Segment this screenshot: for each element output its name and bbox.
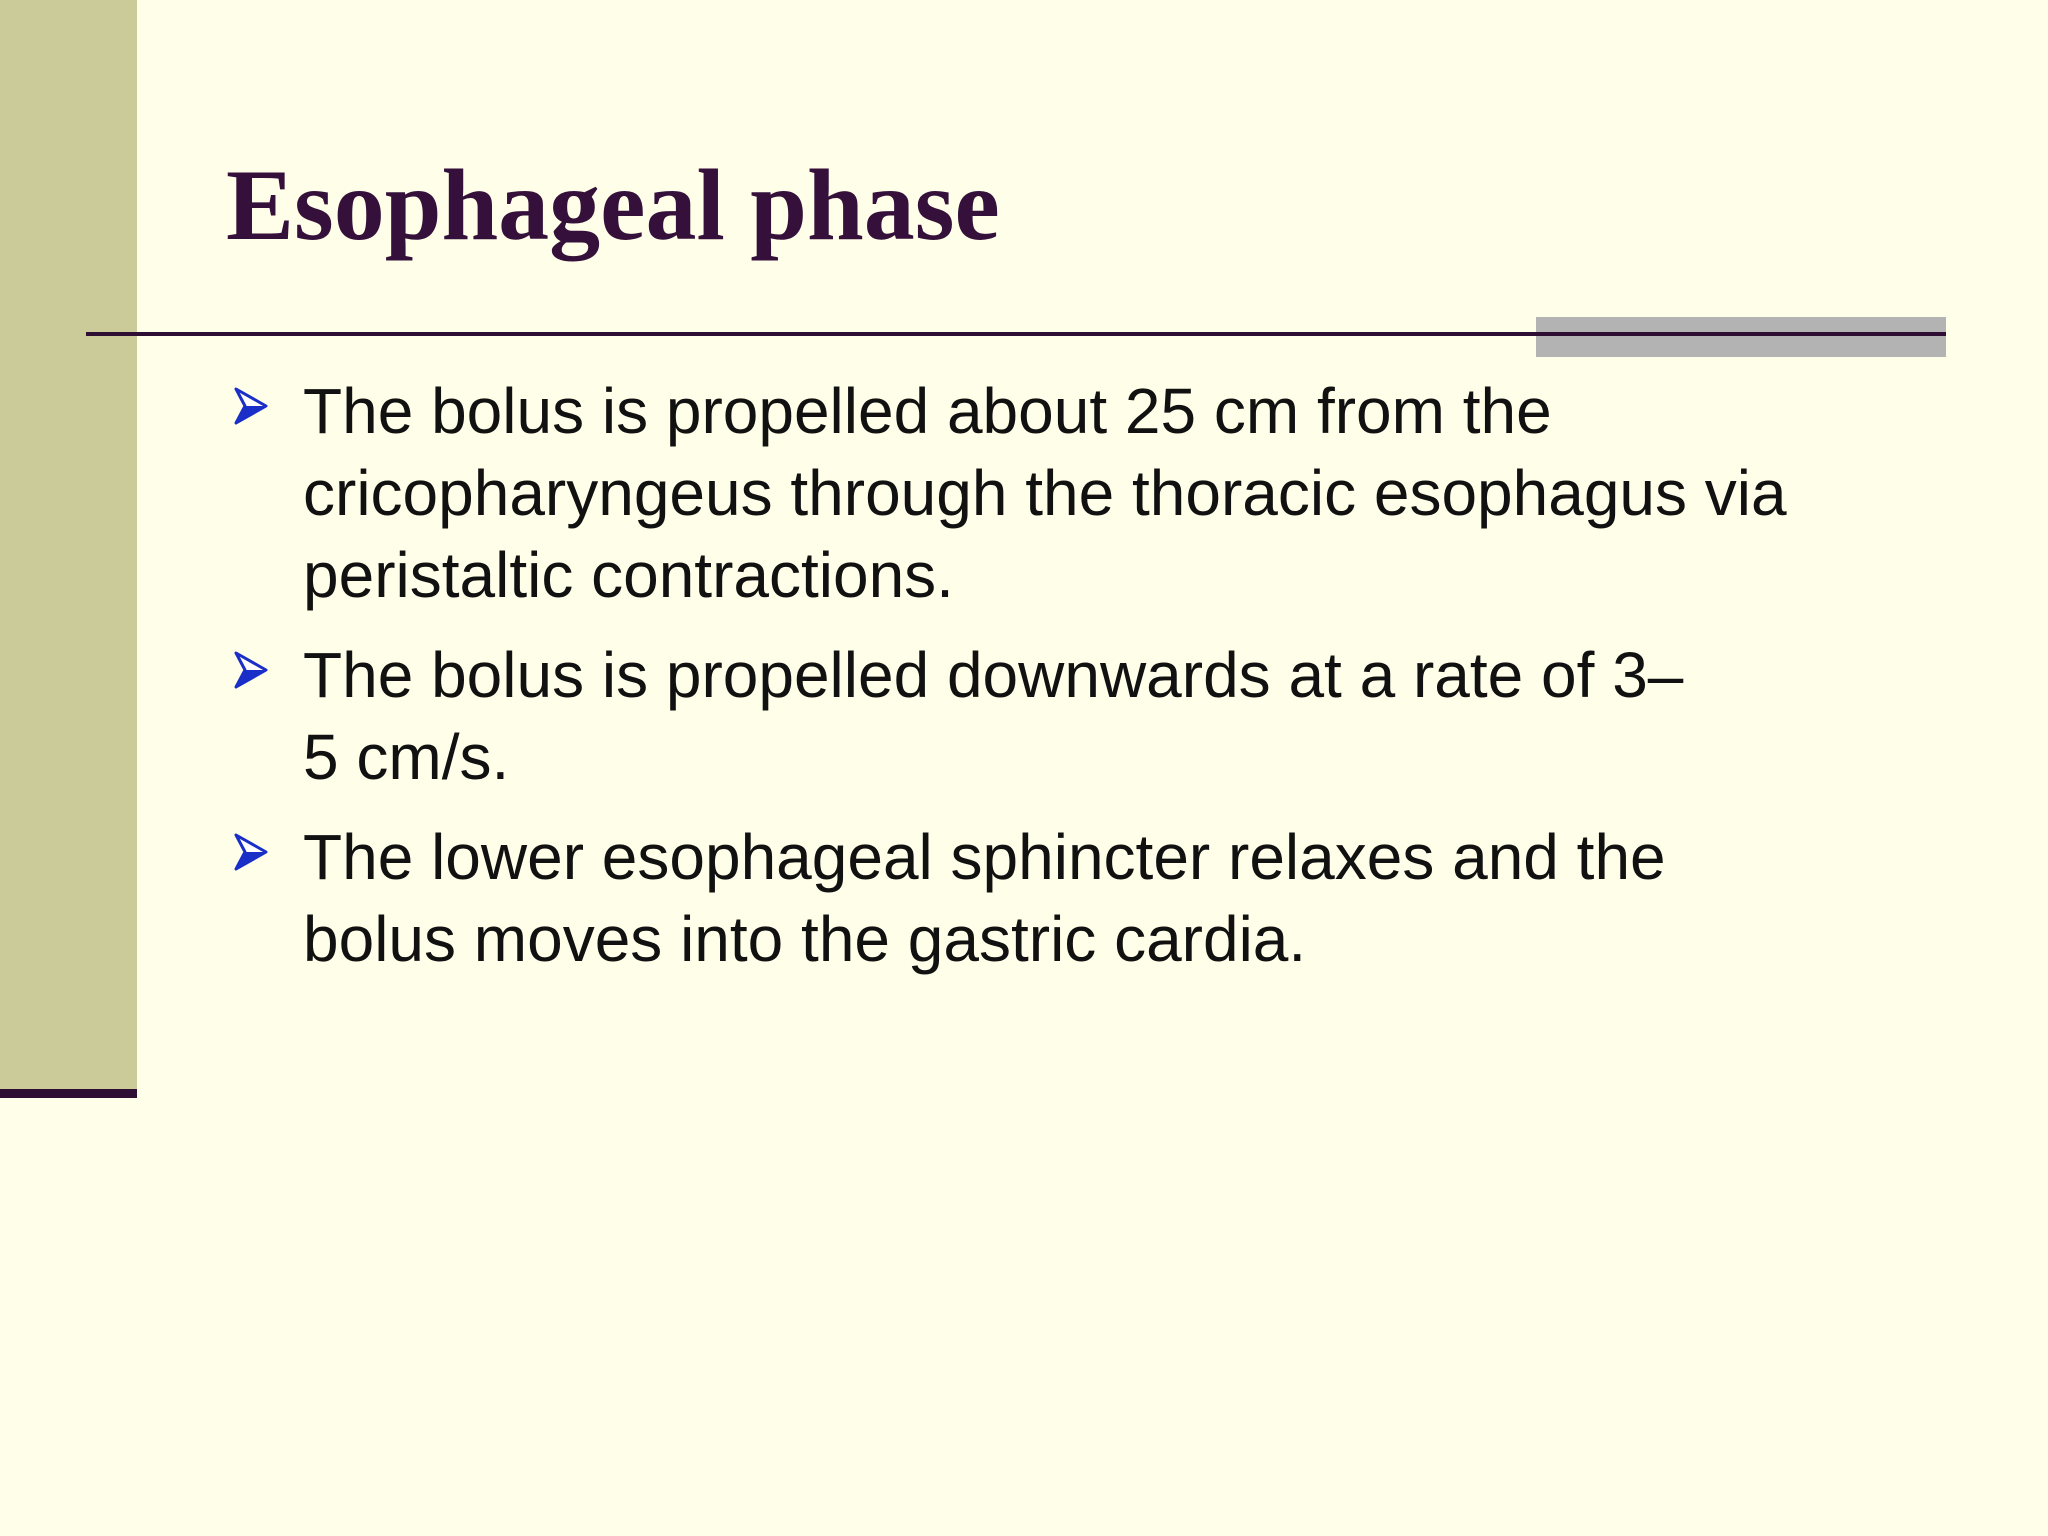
- bullet-list: [226, 370, 1886, 998]
- bullet-text-line: bolus moves into the gastric cardia.: [303, 903, 1307, 975]
- title-underline-rule: [86, 332, 1946, 336]
- side-band-foot-rule: [0, 1089, 137, 1098]
- bullet-text-line: 5 cm/s.: [303, 721, 510, 793]
- bullet-item: [226, 370, 1886, 616]
- bullet-text-line: The bolus is propelled about 25 cm from the: [303, 375, 1552, 447]
- bullet-item: [226, 634, 1886, 798]
- side-band: [0, 0, 137, 1089]
- slide-title: Esophageal phase: [226, 149, 1000, 262]
- bullet-text-line: cricopharyngeus through the thoracic esophagus via: [303, 457, 1787, 529]
- bullet-item: [226, 816, 1886, 980]
- title-accent-bar: [1536, 317, 1946, 357]
- bullet-text-line: The bolus is propelled downwards at a rate of 3–: [303, 639, 1684, 711]
- arrow-bullet-icon: [230, 832, 270, 872]
- arrow-bullet-icon: [230, 386, 270, 426]
- bullet-text-line: peristaltic contractions.: [303, 539, 954, 611]
- arrow-bullet-icon: [230, 650, 270, 690]
- bullet-text-line: The lower esophageal sphincter relaxes and the: [303, 821, 1666, 893]
